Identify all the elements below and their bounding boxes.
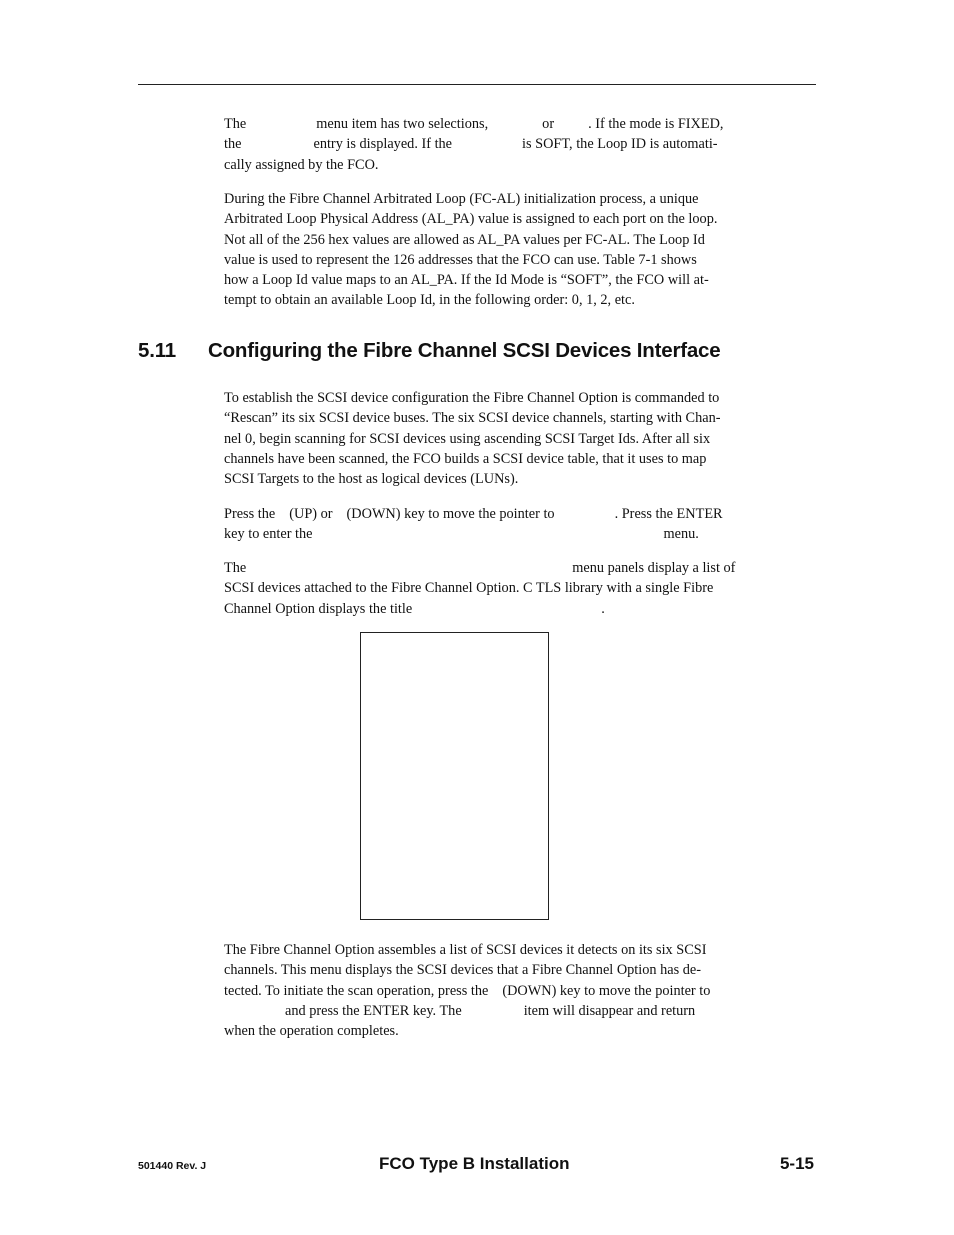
intro-text: is SOFT, the Loop ID is automati- bbox=[522, 136, 718, 153]
intro-line-3: cally assigned by the FCO. bbox=[224, 156, 379, 173]
intro-text: or bbox=[542, 116, 555, 132]
press-text: (DOWN) key to move the pointer to bbox=[346, 506, 555, 522]
establish-line: nel 0, begin scanning for SCSI devices using ascending SCSI Target Ids. After all six bbox=[224, 430, 711, 447]
press-text: . Press the ENTER bbox=[614, 506, 723, 522]
press-text: (UP) or bbox=[289, 506, 333, 522]
establish-paragraph bbox=[224, 388, 789, 489]
establish-line: channels have been scanned, the FCO builds a SCSI device table, that it uses to map bbox=[224, 450, 707, 467]
establish-line: To establish the SCSI device configuration the Fibre Channel Option is commanded to bbox=[224, 390, 720, 406]
press-text: Press the bbox=[224, 506, 276, 522]
intro-text: . If the mode is FIXED, bbox=[588, 116, 724, 132]
assembles-text: tected. To initiate the scan operation, press the bbox=[224, 982, 489, 999]
footer-doc-number: 501440 Rev. J bbox=[138, 1160, 207, 1172]
establish-line: SCSI Targets to the host as logical devices (LUNs). bbox=[224, 471, 519, 488]
panels-line-2: SCSI devices attached to the Fibre Channel Option. C TLS library with a single Fibre bbox=[224, 580, 714, 597]
footer-title: FCO Type B Installation bbox=[379, 1154, 570, 1173]
assembles-text: item will disappear and return bbox=[523, 1002, 696, 1019]
press-text: menu. bbox=[663, 526, 699, 543]
fcal-line: how a Loop Id value maps to an AL_PA. If the Id Mode is “SOFT”, the FCO will at- bbox=[224, 272, 709, 289]
intro-paragraph bbox=[224, 114, 789, 175]
panels-text: . bbox=[601, 600, 605, 617]
intro-text: the bbox=[224, 136, 242, 153]
intro-line-2 bbox=[224, 134, 789, 154]
section-number: 5.11 bbox=[138, 339, 176, 362]
assembles-line-4 bbox=[224, 1001, 789, 1021]
assembles-line-3 bbox=[224, 981, 789, 1001]
panels-text: menu panels display a list of bbox=[572, 560, 736, 576]
header-rule bbox=[138, 84, 816, 85]
assembles-paragraph bbox=[224, 940, 789, 1041]
intro-text: The bbox=[224, 116, 247, 132]
press-text: key to enter the bbox=[224, 526, 313, 543]
footer-page-number: 5-15 bbox=[779, 1154, 814, 1173]
assembles-line-5: when the operation completes. bbox=[224, 1023, 399, 1040]
assembles-line-1: The Fibre Channel Option assembles a list of SCSI devices it detects on its six SCSI bbox=[224, 942, 707, 958]
panels-line-1 bbox=[224, 558, 789, 578]
panels-line-3 bbox=[224, 599, 789, 619]
press-paragraph bbox=[224, 504, 789, 545]
section-title: Configuring the Fibre Channel SCSI Devices Interface bbox=[208, 339, 721, 362]
fcal-line: Arbitrated Loop Physical Address (AL_PA) value is assigned to each port on the loop. bbox=[224, 211, 718, 228]
establish-line: “Rescan” its six SCSI device buses. The six SCSI device channels, starting with Chan- bbox=[224, 410, 721, 427]
intro-text: menu item has two selections, bbox=[316, 116, 489, 132]
assembles-text: and press the ENTER key. The bbox=[285, 1002, 462, 1019]
fcal-line: tempt to obtain an available Loop Id, in the following order: 0, 1, 2, etc. bbox=[224, 292, 635, 309]
intro-text: entry is displayed. If the bbox=[313, 136, 453, 153]
assembles-line-2: channels. This menu displays the SCSI devices that a Fibre Channel Option has de- bbox=[224, 962, 702, 979]
panels-text: Channel Option displays the title bbox=[224, 600, 413, 617]
intro-line-1 bbox=[224, 114, 789, 134]
panels-text: The bbox=[224, 560, 247, 576]
press-line-2 bbox=[224, 524, 789, 544]
press-line-1 bbox=[224, 504, 789, 524]
fcal-paragraph bbox=[224, 189, 789, 311]
fcal-line: During the Fibre Channel Arbitrated Loop (FC-AL) initialization process, a unique bbox=[224, 191, 699, 207]
menu-panel-figure bbox=[360, 632, 549, 920]
panels-paragraph bbox=[224, 558, 789, 619]
section-heading bbox=[138, 339, 720, 363]
assembles-text: (DOWN) key to move the pointer to bbox=[502, 982, 711, 999]
fcal-line: Not all of the 256 hex values are allowed as AL_PA values per FC-AL. The Loop Id bbox=[224, 231, 705, 248]
fcal-line: value is used to represent the 126 addresses that the FCO can use. Table 7-1 shows bbox=[224, 251, 697, 268]
